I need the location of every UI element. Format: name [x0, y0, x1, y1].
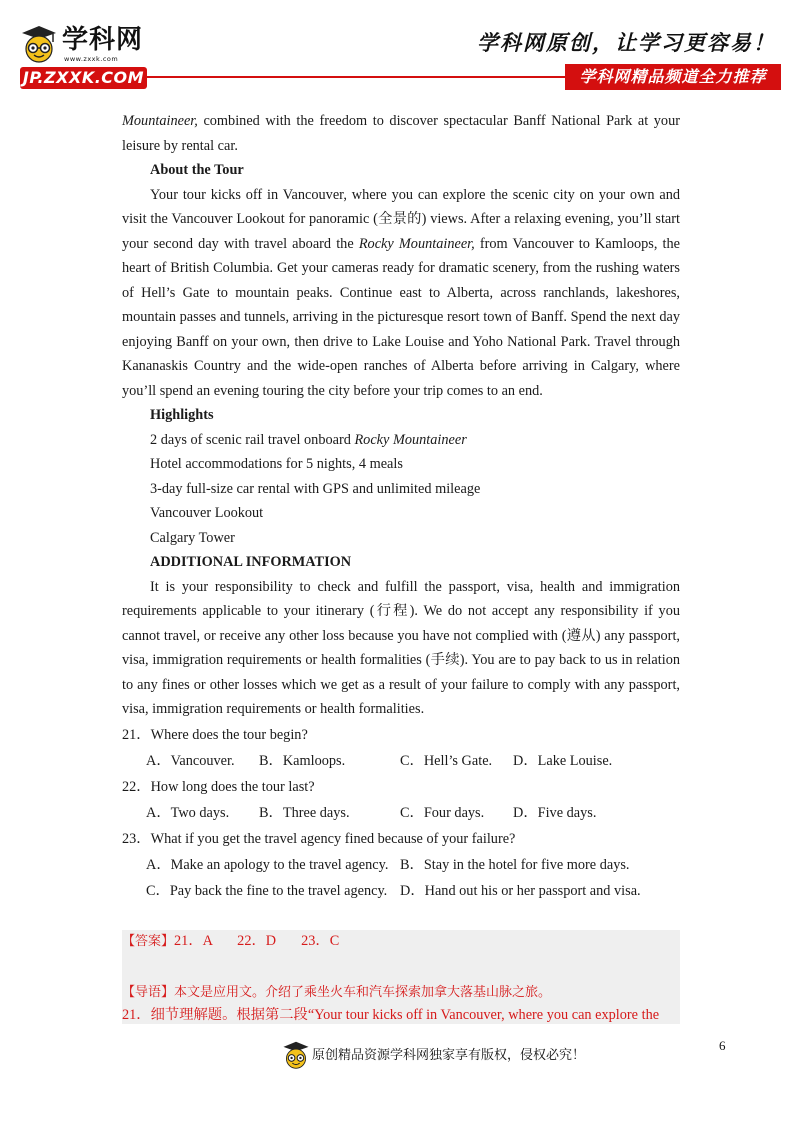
question-options-23-row1 [122, 852, 680, 878]
answer-label: 【答案】 [122, 934, 175, 949]
about-text-2: from Vancouver to Kamloops, the heart of British Columbia. Get your cameras ready for dramatic scenery, from the rushing waters of Hell’s Gate to mountain peaks. Continue east to Alberta, across ranchlands, lakeshores, mountain passes and tunnels, arriving in the picturesque resort town of Banff. Spend the next day enjoying Banff on your own, then drive to Lake Louise and Yoho National Park. Travel through Kananaskis Country and the wide-open ranches of Alberta before arriving in Calgary, where you’ll spend an evening touring the city before your trip comes to an end. [122, 235, 681, 399]
footer-copyright: 原创精品资源学科网独家享有版权，侵权必究！ [312, 1048, 586, 1063]
guide-label: 【导语】 [122, 985, 175, 1000]
additional-heading: ADDITIONAL INFORMATION [150, 554, 352, 570]
header-slogan: 学科网原创，让学习更容易！ [477, 30, 776, 55]
highlight-item: Vancouver Lookout [150, 505, 264, 521]
page-number: 6 [719, 1038, 726, 1053]
option-c[interactable]: C．Hell’s Gate. [400, 752, 493, 769]
about-train-name: Rocky Mountaineer, [358, 235, 475, 252]
about-heading: About the Tour [150, 162, 244, 178]
highlight-item: Hotel accommodations for 5 nights, 4 meals [150, 456, 403, 472]
option-c[interactable]: C．Pay back the fine to the travel agency. [146, 882, 388, 899]
highlight-item: 2 days of scenic rail travel onboard Rocky Mountaineer [150, 431, 467, 448]
page-header [0, 0, 800, 100]
option-a[interactable]: A．Two days. [146, 804, 230, 821]
option-c[interactable]: C．Four days. [400, 804, 485, 821]
answer-line [122, 930, 680, 953]
logo-url: www.zxxk.com [64, 55, 119, 63]
question-stem-22: 22．How long does the tour last? [122, 778, 315, 795]
intro-italic: Mountaineer, [122, 113, 198, 129]
intro-paragraph [122, 109, 680, 158]
option-d[interactable]: D．Hand out his or her passport and visa. [400, 882, 641, 899]
highlight-item: 3-day full-size car rental with GPS and unlimited mileage [150, 480, 481, 497]
highlights-heading: Highlights [150, 407, 214, 423]
option-a[interactable]: A．Make an apology to the travel agency. [146, 856, 389, 873]
option-a[interactable]: A．Vancouver. [146, 752, 235, 769]
option-b[interactable]: B．Kamloops. [259, 752, 346, 769]
question-options-22 [122, 800, 680, 826]
detail-line: 21．细节理解题。根据第二段“Your tour kicks off in Vancouver, where you can explore the [122, 1007, 660, 1023]
question-options-21 [122, 748, 680, 774]
passage-content [122, 109, 680, 904]
option-b[interactable]: B．Three days. [259, 804, 350, 821]
logo-name: 学科网 [62, 25, 144, 55]
recommend-banner: 学科网精品频道全力推荐 [565, 64, 781, 90]
mascot-icon [282, 1040, 310, 1070]
header-divider [145, 76, 565, 78]
option-d[interactable]: D．Five days. [513, 804, 597, 821]
guide-text: 本文是应用文。介绍了乘坐火车和汽车探索加拿大落基山脉之旅。 [174, 985, 552, 1000]
mascot-icon [20, 24, 58, 64]
guide-line [122, 981, 680, 1004]
about-paragraph [122, 183, 680, 404]
highlight-item: Calgary Tower [150, 529, 235, 546]
additional-paragraph: It is your responsibility to check and fulfill the passport, visa, health and immigration requirements applicable to your itinerary (行程). We do not accept any responsibility if you cannot travel, or receive any other loss because you have not complied with (遵从) any passport, visa, immigration requirements or health formalities (手续). You are to pay back to us in relation to any fines or other losses which we get as a result of your failure to comply with any passport, visa, immigration requirements or health formalities. [122, 578, 680, 717]
intro-text: combined with the freedom to discover spectacular Banff National Park at your leisure by rental car. [122, 113, 680, 154]
question-stem-23: 23．What if you get the travel agency fined because of your failure? [122, 830, 516, 847]
answer-section [122, 930, 680, 1024]
question-options-23-row2 [122, 878, 680, 904]
highlight-train-name: Rocky Mountaineer [354, 431, 467, 448]
question-stem-21: 21．Where does the tour begin? [122, 726, 308, 743]
about-text-1: Your tour kicks off in Vancouver, where you can explore the scenic city on your own and visit the Vancouver Lookout for panoramic (全景的) views. After a relaxing evening, you’ll start your second day with travel aboard the [122, 186, 680, 252]
option-b[interactable]: B．Stay in the hotel for five more days. [400, 856, 630, 873]
option-d[interactable]: D．Lake Louise. [513, 752, 613, 769]
logo-badge[interactable]: JP.ZXXK.COM [20, 67, 147, 89]
site-logo[interactable] [20, 24, 150, 94]
answer-values: 21．A 22．D 23．C [174, 933, 340, 949]
